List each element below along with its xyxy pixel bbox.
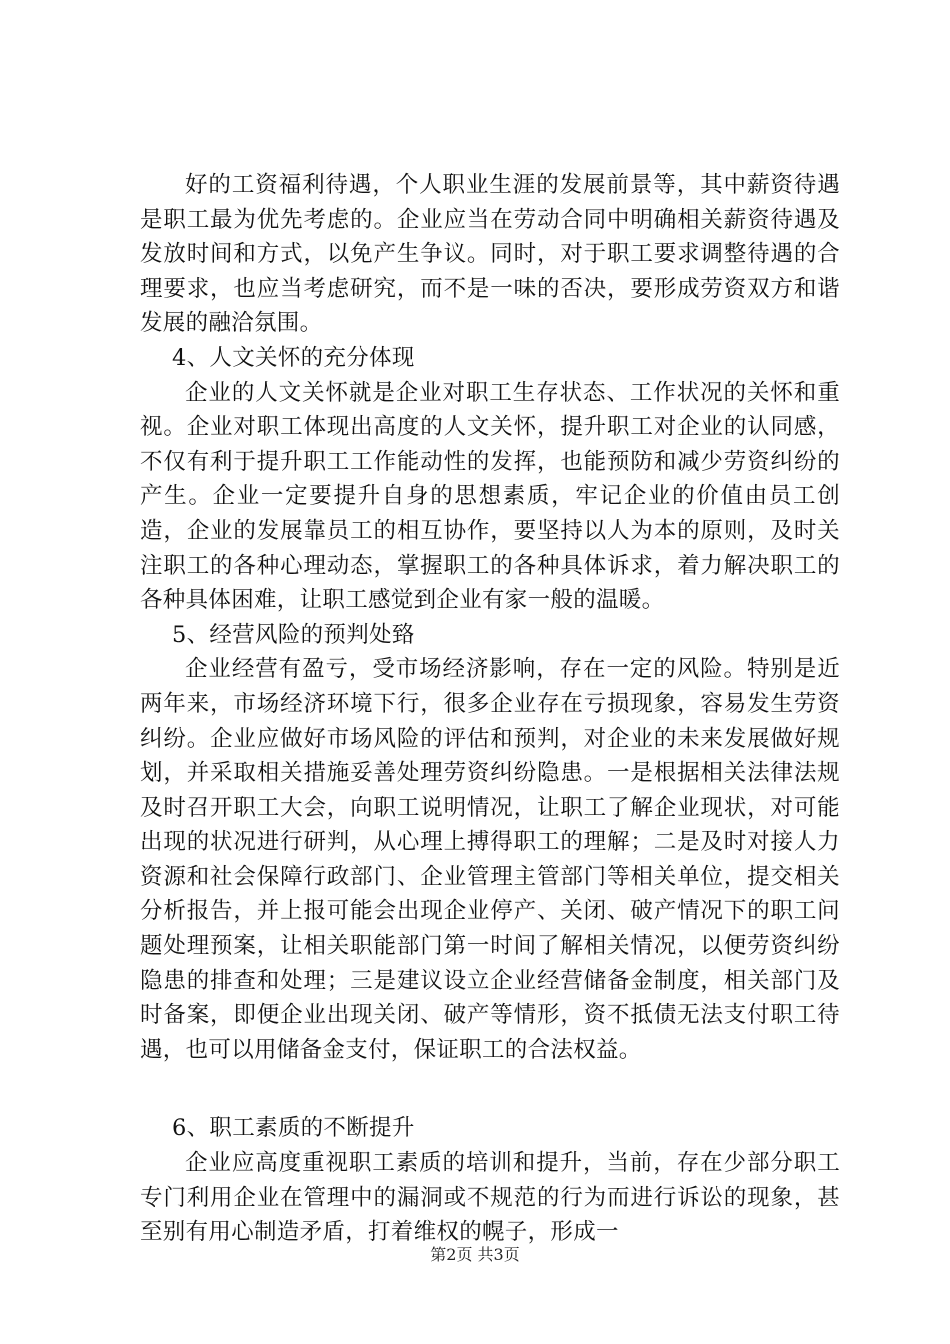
page-footer: 第2页 共3页 [430, 1245, 520, 1264]
section-heading-4: 4、人文关怀的充分体现 [172, 344, 415, 371]
paragraph: 企业经营有盈亏，受市场经济影响，存在一定的风险。特别是近两年来，市场经济环境下行，很多企业存在亏损现象，容易发生劳资纠纷。企业应做好市场风险的评估和预判，对企业的未来发展做好规划，并采取相关措施妥善处理劳资纠纷隐患。一是根据相关法律法规及时召开职工大会，向职工说明情况，让职工了解企业现状，对可能出现的状况进行研判，从心理上搏得职工的理解；二是及时对接人力资源和社会保障行政部门、企业管理主管部门等相关单位，提交相关分析报告，并上报可能会出现企业停产、关闭、破产情况下的职工问题处理预案，让相关职能部门第一时间了解相关情况，以便劳资纠纷隐患的排查和处理；三是建议设立企业经营储备金制度，相关部门及时备案，即便企业出现关闭、破产等情形，资不抵债无法支付职工待遇，也可以用储备金支付，保证职工的合法权益。 [140, 656, 840, 1063]
document-body [140, 168, 840, 1250]
paragraph-spacer [140, 1067, 840, 1111]
section-heading-6: 6、职工素质的不断提升 [172, 1115, 415, 1142]
paragraph: 好的工资福利待遇，个人职业生涯的发展前景等，其中薪资待遇是职工最为优先考虑的。企业应当在劳动合同中明确相关薪资待遇及发放时间和方式，以免产生争议。同时，对于职工要求调整待遇的合理要求，也应当考虑研究，而不是一味的否决，要形成劳资双方和谐发展的融洽氛围。 [140, 172, 840, 337]
section-heading-5: 5、经营风险的预判处臵 [172, 621, 415, 648]
paragraph: 企业应高度重视职工素质的培训和提升，当前，存在少部分职工专门利用企业在管理中的漏洞或不规范的行为而进行诉讼的现象，甚至别有用心制造矛盾，打着维权的幌子，形成一 [140, 1150, 840, 1246]
paragraph: 企业的人文关怀就是企业对职工生存状态、工作状况的关怀和重视。企业对职工体现出高度的人文关怀，提升职工对企业的认同感，不仅有利于提升职工工作能动性的发挥，也能预防和减少劳资纠纷的产生。企业一定要提升自身的思想素质，牢记企业的价值由员工创造，企业的发展靠员工的相互协作，要坚持以人为本的原则，及时关注职工的各种心理动态，掌握职工的各种具体诉求，着力解决职工的各种具体困难，让职工感觉到企业有家一般的温暖。 [140, 379, 840, 614]
